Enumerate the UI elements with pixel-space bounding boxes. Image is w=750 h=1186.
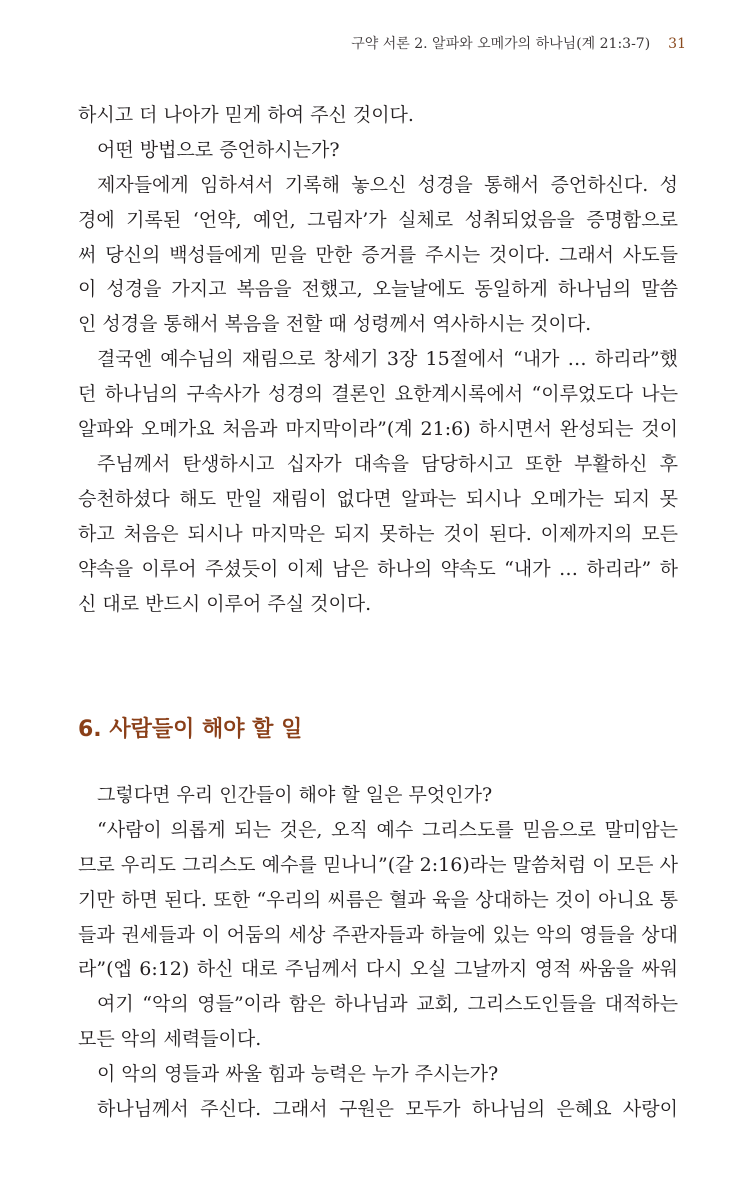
text-line: 써 당신의 백성들에게 믿을 만한 증거를 주시는 것이다. 그래서 사도들: [78, 243, 678, 266]
text-line: 승천하셨다 해도 만일 재림이 없다면 알파는 되시나 오메가는 되지 못: [78, 487, 678, 510]
text-line: 인 성경을 통해서 복음을 전할 때 성령께서 역사하시는 것이다.: [78, 313, 592, 336]
text-line: 결국엔 예수님의 재림으로 창세기 3장 15절에서 “내가 … 하리라”했: [97, 348, 678, 371]
body-text-section-1: [78, 98, 678, 621]
text-line: 경에 기록된 ‘언약, 예언, 그림자’가 실체로 성취되었음을 증명함으로: [78, 208, 678, 231]
text-line: 모든 악의 세력들이다.: [78, 1028, 262, 1051]
text-line: 제자들에게 임하셔서 기록해 놓으신 성경을 통해서 증언하신다. 성: [97, 173, 678, 196]
running-header: [351, 33, 686, 53]
text-line: 어떤 방법으로 증언하시는가?: [97, 138, 340, 161]
text-line: 알파와 오메가요 처음과 마지막이라”(계 21:6) 하시면서 완성되는 것이: [78, 418, 678, 441]
text-line: 므로 우리도 그리스도 예수를 믿나니”(갈 2:16)라는 말씀처럼 이 모든 사: [78, 853, 678, 876]
text-line: 기만 하면 된다. 또한 “우리의 씨름은 혈과 육을 상대하는 것이 아니요 통: [78, 888, 678, 911]
text-line: “사람이 의롭게 되는 것은, 오직 예수 그리스도를 믿음으로 말미암는: [97, 818, 678, 841]
text-line: 그렇다면 우리 인간들이 해야 할 일은 무엇인가?: [97, 784, 493, 806]
running-title: 구약 서론 2. 알파와 오메가의 하나님(계 21:3-7): [351, 36, 651, 52]
section-heading: 6. 사람들이 해야 할 일: [78, 717, 303, 742]
text-line: 여기 “악의 영들”이라 함은 하나님과 교회, 그리스도인들을 대적하는: [97, 993, 678, 1016]
text-line: 이 악의 영들과 싸울 힘과 능력은 누가 주시는가?: [97, 1063, 499, 1086]
text-line: 하시고 더 나아가 믿게 하여 주신 것이다.: [78, 104, 414, 126]
text-line: 하고 처음은 되시나 마지막은 되지 못하는 것이 된다. 이제까지의 모든: [78, 522, 678, 545]
text-line: 들과 권세들과 이 어둠의 세상 주관자들과 하늘에 있는 악의 영들을 상대: [78, 923, 678, 946]
text-line: 주님께서 탄생하시고 십자가 대속을 담당하시고 또한 부활하신 후: [97, 452, 678, 475]
text-line: 이 성경을 가지고 복음을 전했고, 오늘날에도 동일하게 하나님의 말씀: [78, 278, 678, 301]
page-number: 31: [668, 36, 686, 52]
text-line: 하나님께서 주신다. 그래서 구원은 모두가 하나님의 은혜요 사랑이: [97, 1098, 678, 1121]
text-line: 던 하나님의 구속사가 성경의 결론인 요한계시록에서 “이루었도다 나는: [78, 383, 678, 406]
text-line: 약속을 이루어 주셨듯이 이제 남은 하나의 약속도 “내가 … 하리라” 하: [78, 557, 678, 580]
text-line: 신 대로 반드시 이루어 주실 것이다.: [78, 592, 372, 615]
body-text-section-2: [78, 778, 678, 1127]
text-line: 라”(엡 6:12) 하신 대로 주님께서 다시 오실 그날까지 영적 싸움을 싸워: [78, 958, 678, 981]
